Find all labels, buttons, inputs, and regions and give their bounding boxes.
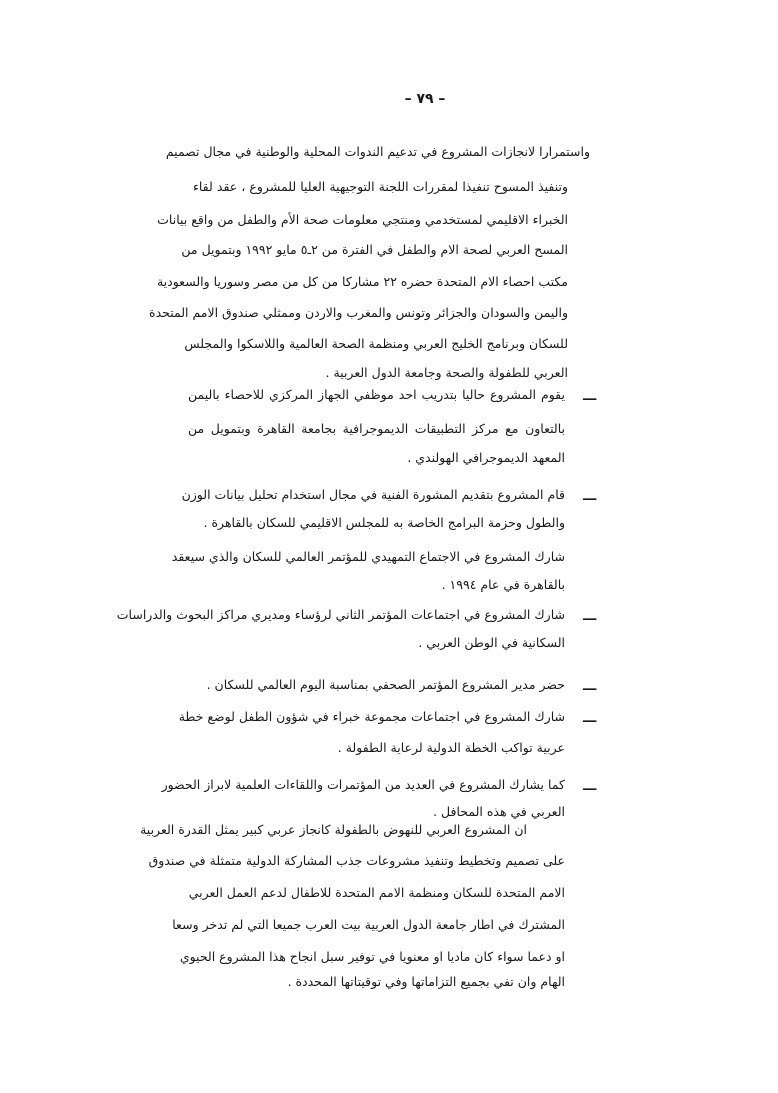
text-line: للسكان وبرنامج الخليج العربي ومنظمة الصحة العالمية واللاسكوا والمجلس [184, 336, 568, 351]
text-line: شارك المشروع في اجتماعات المؤتمر الثاني لرؤساء ومديري مراكز البحوث والدراسات [116, 607, 565, 622]
dash-bullet-icon: ـــ [583, 609, 597, 624]
text-line: العربي في هذه المحافل . [433, 804, 565, 819]
text-line: كما يشارك المشروع في العديد من المؤتمرات واللقاءات العلمية لابراز الحضور [161, 777, 565, 792]
text-line: يقوم المشروع حاليا بتدريب احد موظفي الجهاز المركزي للاحصاء باليمن [188, 387, 565, 402]
text-line: شارك المشروع في اجتماعات مجموعة خبراء في شؤون الطفل لوضع خطة [178, 709, 565, 724]
text-line: السكانية في الوطن العربي . [418, 635, 565, 650]
text-line: الامم المتحدة للسكان ومنظمة الامم المتحدة للاطفال لدعم العمل العربي [188, 885, 565, 900]
dash-bullet-icon: ـــ [583, 679, 597, 694]
text-line: بالقاهرة في عام ١٩٩٤ . [441, 577, 565, 592]
text-line: واستمرارا لانجازات المشروع في تدعيم الندوات المحلية والوطنية في مجال تصميم [165, 144, 590, 159]
text-line: مكتب احصاء الام المتحدة حضره ٢٢ مشاركا من كل من مصر وسوريا والسعودية [156, 274, 568, 289]
text-line: قام المشروع بتقديم المشورة الفنية في مجال استخدام تحليل بيانات الوزن [181, 487, 565, 502]
text-line: المسح العربي لصحة الام والطفل في الفترة من ٢ـ٥ مايو ١٩٩٢ وبتمويل من [181, 242, 568, 257]
page-number: – ٧٩ – [404, 91, 446, 107]
text-line: العربي للطفولة والصحة وجامعة الدول العربية . [325, 365, 568, 380]
text-line: على تصميم وتخطيط وتنفيذ مشروعات جذب المشاركة الدولية متمثلة في صندوق [148, 853, 565, 868]
text-line: حضر مدير المشروع المؤتمر الصحفي بمناسبة اليوم العالمي للسكان . [206, 677, 565, 692]
text-line: ان المشروع العربي للنهوض بالطفولة كانجاز عربي كبير يمثل القدرة العربية [140, 822, 527, 837]
text-line: المشترك في اطار جامعة الدول العربية بيت العرب جميعا التي لم تدخر وسعا [172, 917, 565, 932]
text-line: عربية تواكب الخطة الدولية لرعاية الطفولة . [337, 740, 565, 755]
text-line: بالتعاون مع مركز التطبيقات الديموجرافية بجامعة القاهرة وبتمويل من [188, 421, 565, 436]
text-line: وتنفيذ المسوح تنفيذا لمقررات اللجنة التوجيهية العليا للمشروع ، عقد لقاء [193, 179, 568, 194]
text-line: والطول وحزمة البرامج الخاصة به للمجلس الاقليمي للسكان بالقاهرة . [203, 515, 565, 530]
dash-bullet-icon: ـــ [583, 711, 597, 726]
dash-bullet-icon: ـــ [583, 779, 597, 794]
text-line: الخبراء الاقليمي لمستخدمي ومنتجي معلومات صحة الأم والطفل من واقع بيانات [157, 212, 568, 227]
text-line: الهام وان تفي بجميع التزاماتها وفي توقيتاتها المحددة . [287, 974, 565, 989]
dash-bullet-icon: ـــ [583, 489, 597, 504]
text-line: او دعما سواء كان ماديا او معنويا في توفير سبل انجاح هذا المشروع الحيوي [179, 949, 565, 964]
text-line: المعهد الديموجرافي الهولندي . [407, 450, 565, 465]
text-line: واليمن والسودان والجزائر وتونس والمغرب والاردن وممثلي صندوق الامم المتحدة [149, 305, 568, 320]
dash-bullet-icon: ـــ [583, 389, 597, 404]
text-line: شارك المشروع في الاجتماع التمهيدي للمؤتمر العالمي للسكان والذي سيعقد [171, 549, 565, 564]
